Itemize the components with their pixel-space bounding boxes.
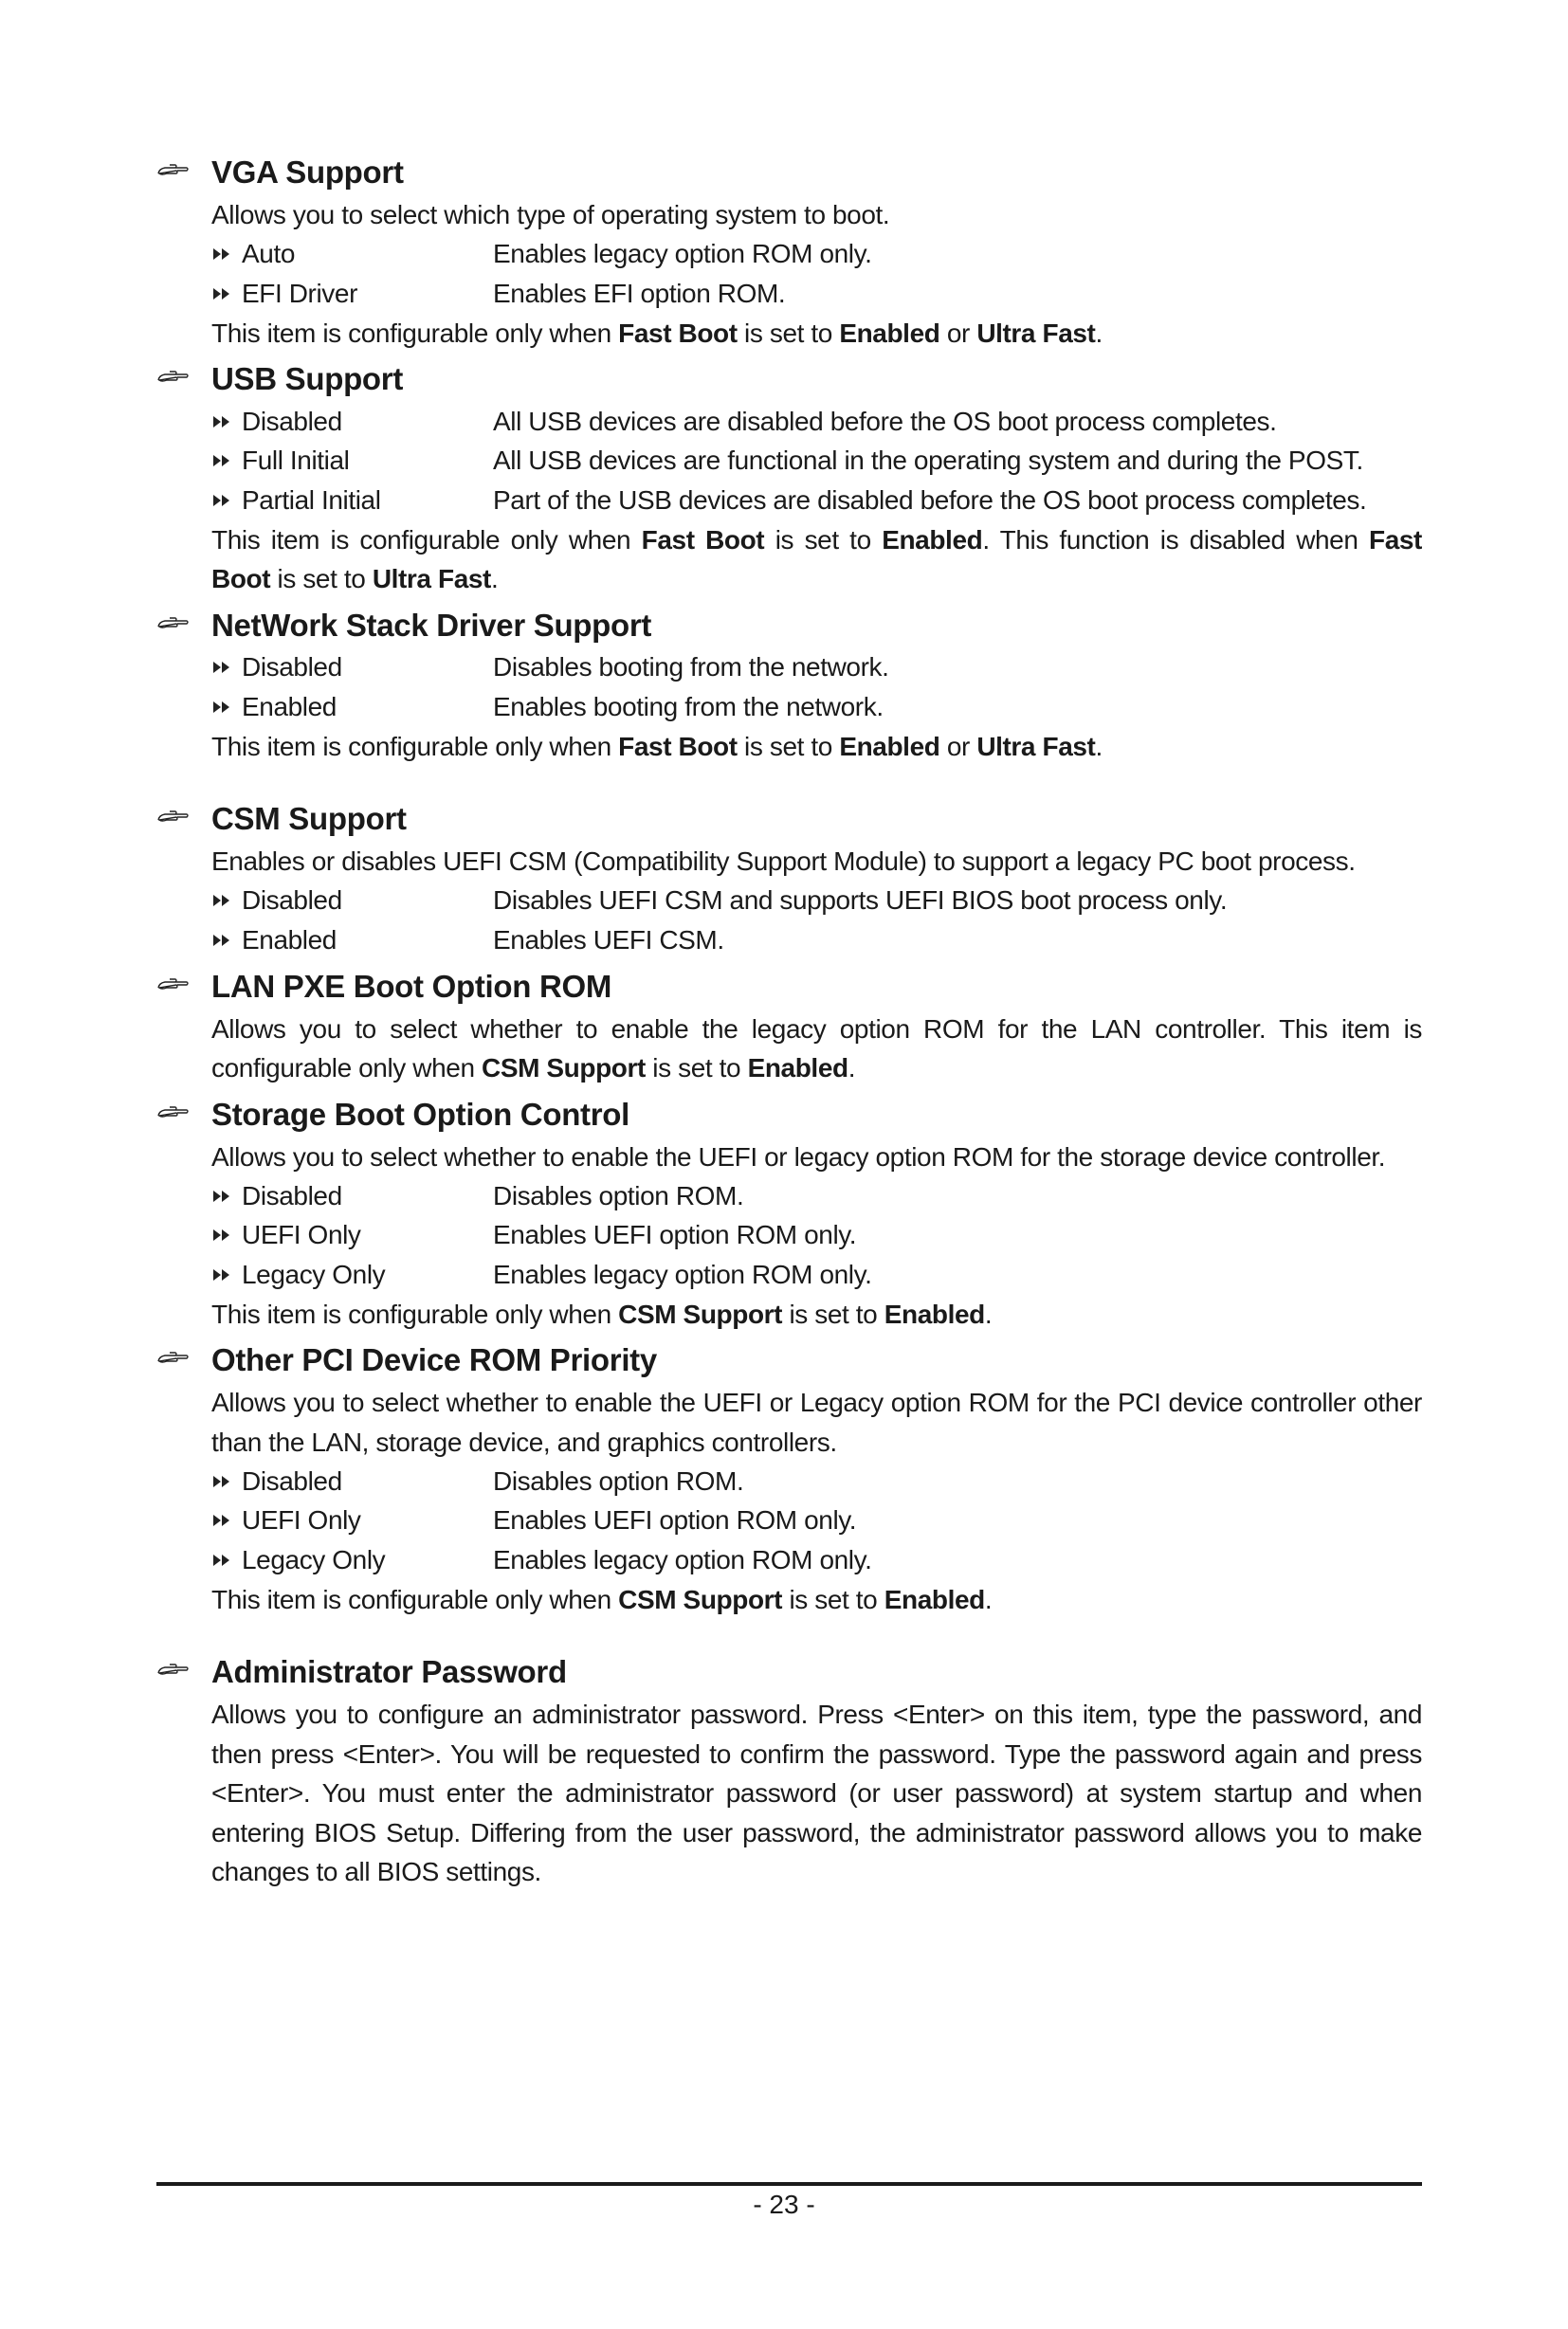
option-row: [211, 442, 1422, 482]
section-title: USB Support: [211, 361, 404, 396]
option-description: All USB devices are functional in the operating system and during the POST.: [493, 446, 1363, 476]
note-bold: Enabled: [882, 524, 983, 555]
desc-bold: CSM Support: [482, 1053, 646, 1083]
option-row: [211, 1255, 1422, 1295]
option-description: Enables EFI option ROM.: [493, 278, 786, 308]
note-text: is set to: [764, 524, 883, 555]
option-name: Disabled: [242, 1180, 342, 1210]
section-title: LAN PXE Boot Option ROM: [211, 968, 612, 1004]
footer-rule: [156, 2182, 1422, 2186]
section-note: [211, 1580, 1422, 1620]
section-note: [211, 1295, 1422, 1335]
desc-text: Allows you to select whether to enable the legacy option ROM for the LAN controller. This item is configurable only when: [211, 1013, 1422, 1083]
section-title: VGA Support: [211, 155, 404, 190]
double-arrow-icon: [211, 1513, 242, 1528]
note-bold: Fast Boot: [211, 524, 1422, 593]
desc-bold: Enabled: [747, 1053, 848, 1083]
note-text: This item is configurable only when: [211, 1584, 619, 1614]
document-body: [156, 152, 1422, 1892]
double-arrow-icon: [211, 246, 242, 262]
option-description: Enables legacy option ROM only.: [493, 239, 872, 269]
section-vga-support: [156, 152, 1422, 353]
option-name: Legacy Only: [242, 1259, 386, 1289]
note-bold: Enabled: [839, 731, 940, 761]
section-title: Storage Boot Option Control: [211, 1096, 630, 1132]
option-row: [211, 274, 1422, 314]
option-description: All USB devices are disabled before the OS boot process completes.: [493, 406, 1277, 436]
pointing-hand-icon: [156, 808, 191, 828]
option-description: Disables option ROM.: [493, 1180, 744, 1210]
option-description: Enables UEFI CSM.: [493, 924, 724, 955]
section-description: Allows you to configure an administrator password. Press <Enter> on this item, type the password, and then press <Enter>. You will be requested to confirm the password. Type the password again and press <Enter>. You must enter the administrator password (or user password) at system startup and when entering BIOS Setup. Differing from the user password, the administrator password allows you to make changes to all BIOS settings.: [211, 1700, 1422, 1886]
note-text: This item is configurable only when: [211, 318, 619, 348]
option-name: Enabled: [242, 691, 337, 721]
option-row: [211, 235, 1422, 275]
double-arrow-icon: [211, 933, 242, 948]
option-description: Enables UEFI option ROM only.: [493, 1220, 857, 1250]
note-text: or: [939, 318, 977, 348]
note-bold: Ultra Fast: [976, 318, 1096, 348]
option-description: Enables booting from the network.: [493, 691, 884, 721]
double-arrow-icon: [211, 1189, 242, 1204]
note-bold: CSM Support: [618, 1584, 783, 1614]
section-lan-pxe: [156, 966, 1422, 1088]
section-description: [211, 1010, 1422, 1088]
section-note: [211, 314, 1422, 354]
note-text: .: [1095, 731, 1103, 761]
section-title: Administrator Password: [211, 1654, 567, 1689]
section-description: Allows you to select whether to enable the UEFI or Legacy option ROM for the PCI device controller other than the LAN, storage device, and graphics controllers.: [211, 1388, 1422, 1457]
option-row: [211, 687, 1422, 727]
option-name: UEFI Only: [242, 1220, 361, 1250]
double-arrow-icon: [211, 453, 242, 468]
double-arrow-icon: [211, 660, 242, 675]
pointing-hand-icon: [156, 1103, 191, 1124]
option-description: Part of the USB devices are disabled before the OS boot process completes.: [493, 484, 1367, 515]
section-title: CSM Support: [211, 801, 407, 836]
option-name: UEFI Only: [242, 1505, 361, 1536]
note-bold: CSM Support: [618, 1299, 783, 1329]
note-bold: Ultra Fast: [372, 564, 491, 593]
note-text: is set to: [737, 318, 840, 348]
option-row: [211, 481, 1422, 520]
section-description: Allows you to select whether to enable the UEFI or legacy option ROM for the storage device controller.: [211, 1141, 1386, 1172]
pointing-hand-icon: [156, 975, 191, 996]
option-description: Disables UEFI CSM and supports UEFI BIOS boot process only.: [493, 885, 1228, 916]
section-network-stack: [156, 605, 1422, 767]
double-arrow-icon: [211, 1228, 242, 1243]
note-text: .: [984, 1584, 993, 1614]
note-bold: Ultra Fast: [976, 731, 1096, 761]
section-csm-support: [156, 798, 1422, 960]
note-bold: Fast Boot: [641, 524, 765, 555]
desc-text: .: [848, 1053, 856, 1083]
option-name: EFI Driver: [242, 278, 358, 308]
option-description: Disables booting from the network.: [493, 652, 889, 682]
option-row: [211, 1501, 1422, 1541]
pointing-hand-icon: [156, 1661, 191, 1682]
note-text: is set to: [782, 1299, 884, 1329]
note-bold: Enabled: [884, 1584, 985, 1614]
option-name: Disabled: [242, 652, 342, 682]
option-description: Enables UEFI option ROM only.: [493, 1505, 857, 1536]
note-text: is set to: [737, 731, 840, 761]
note-text: .: [490, 564, 499, 593]
note-bold: Fast Boot: [618, 731, 738, 761]
note-text: .: [984, 1299, 993, 1329]
note-text: This item is configurable only when: [211, 524, 642, 555]
note-text: This item is configurable only when: [211, 1299, 619, 1329]
section-description: Allows you to select which type of operating system to boot.: [211, 200, 890, 229]
double-arrow-icon: [211, 493, 242, 508]
section-storage-boot: [156, 1094, 1422, 1335]
pointing-hand-icon: [156, 161, 191, 182]
note-text: . This function is disabled when: [982, 524, 1369, 555]
section-title: NetWork Stack Driver Support: [211, 607, 652, 643]
option-name: Legacy Only: [242, 1544, 386, 1574]
option-row: [211, 648, 1422, 688]
pointing-hand-icon: [156, 1349, 191, 1370]
option-name: Full Initial: [242, 446, 350, 476]
option-row: [211, 1176, 1422, 1216]
section-usb-support: [156, 358, 1422, 599]
option-name: Auto: [242, 239, 295, 269]
option-description: Enables legacy option ROM only.: [493, 1259, 872, 1289]
option-row: [211, 1462, 1422, 1501]
note-text: This item is configurable only when: [211, 731, 619, 761]
desc-text: is set to: [645, 1053, 748, 1083]
double-arrow-icon: [211, 414, 242, 429]
option-row: [211, 920, 1422, 960]
section-admin-password: [156, 1651, 1422, 1892]
option-name: Disabled: [242, 1465, 342, 1496]
section-description: Enables or disables UEFI CSM (Compatibility Support Module) to support a legacy PC boot process.: [211, 846, 1356, 876]
option-row: [211, 402, 1422, 442]
option-row: [211, 1216, 1422, 1256]
option-name: Disabled: [242, 885, 342, 916]
section-other-pci: [156, 1339, 1422, 1619]
option-name: Enabled: [242, 924, 337, 955]
pointing-hand-icon: [156, 614, 191, 635]
option-row: [211, 1540, 1422, 1580]
pointing-hand-icon: [156, 368, 191, 389]
option-description: Disables option ROM.: [493, 1465, 744, 1496]
note-bold: Enabled: [839, 318, 940, 348]
section-note: [211, 727, 1422, 767]
double-arrow-icon: [211, 1474, 242, 1489]
section-note: [211, 520, 1422, 599]
note-bold: Fast Boot: [618, 318, 738, 348]
option-description: Enables legacy option ROM only.: [493, 1544, 872, 1574]
option-name: Disabled: [242, 406, 342, 436]
option-name: Partial Initial: [242, 484, 381, 515]
option-row: [211, 882, 1422, 921]
double-arrow-icon: [211, 1267, 242, 1283]
section-title: Other PCI Device ROM Priority: [211, 1342, 657, 1377]
note-text: or: [939, 731, 977, 761]
double-arrow-icon: [211, 700, 242, 715]
page-number: - 23 -: [753, 2190, 815, 2219]
note-text: is set to: [270, 564, 373, 593]
note-bold: Enabled: [884, 1299, 985, 1329]
note-text: .: [1095, 318, 1103, 348]
double-arrow-icon: [211, 286, 242, 301]
double-arrow-icon: [211, 893, 242, 908]
double-arrow-icon: [211, 1553, 242, 1568]
note-text: is set to: [782, 1584, 884, 1614]
